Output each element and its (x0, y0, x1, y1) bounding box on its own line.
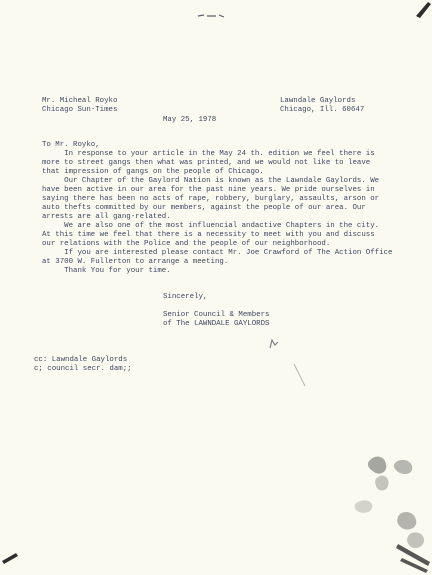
body-line: more to street gangs then what was printed, and we would not like to leave (42, 159, 371, 167)
body-line: At this time we feel that there is a necessity to meet with you and discuss (42, 231, 375, 239)
sender-name: Lawndale Gaylords (280, 97, 356, 105)
recipient-name: Mr. Micheal Royko (42, 97, 118, 105)
body-line: at 3700 W. Fullerton to arrange a meeting. (42, 258, 229, 266)
letter-date: May 25, 1978 (163, 116, 217, 124)
sender-city: Chicago, Ill. 60647 (280, 106, 365, 114)
body-line: that impression of gangs on the people of Chicago. (42, 168, 264, 176)
body-line: If you are interested please contact Mr. Joe Crawford of The Action Office (42, 249, 393, 257)
body-line: arrests are all gang-related. (42, 213, 171, 221)
body-line: have been active in our area for the past nine years. We pride ourselves in (42, 186, 375, 194)
cc-line: cc: Lawndale Gaylords (34, 356, 128, 364)
corner-tape-mark (410, 0, 432, 22)
recipient-organization: Chicago Sun-Times (42, 106, 118, 114)
body-line: Our Chapter of the Gaylord Nation is known as the Lawndale Gaylords. We (42, 177, 380, 185)
body-line: In response to your article in the May 24 th. edition we feel there is (42, 150, 375, 158)
body-line: auto thefts committed by our members, against the people of our area. Our (42, 204, 366, 212)
signature-line: of The LAWNDALE GAYLORDS (163, 320, 270, 328)
body-line: our relations with the Police and the people of our neighborhood. (42, 240, 331, 248)
body-line: We are also one of the most influencial andactive Chapters in the city. (42, 222, 380, 230)
top-punch-mark (196, 12, 226, 20)
cc-line: c; council secr. dam;; (34, 365, 132, 373)
stray-line-mark (292, 362, 308, 388)
closing: Sincerely, (163, 293, 208, 301)
body-line: saying there has been no acts of rape, robbery, burglary, assaults, arson or (42, 195, 380, 203)
ink-squiggle-mark (266, 336, 282, 352)
body-line: Thank You for your time. (42, 267, 171, 275)
bottom-left-tape-mark (0, 545, 22, 567)
stain-mark (340, 440, 432, 575)
salutation: To Mr. Royko, (42, 141, 100, 149)
signature-line: Senior Council & Members (163, 311, 270, 319)
